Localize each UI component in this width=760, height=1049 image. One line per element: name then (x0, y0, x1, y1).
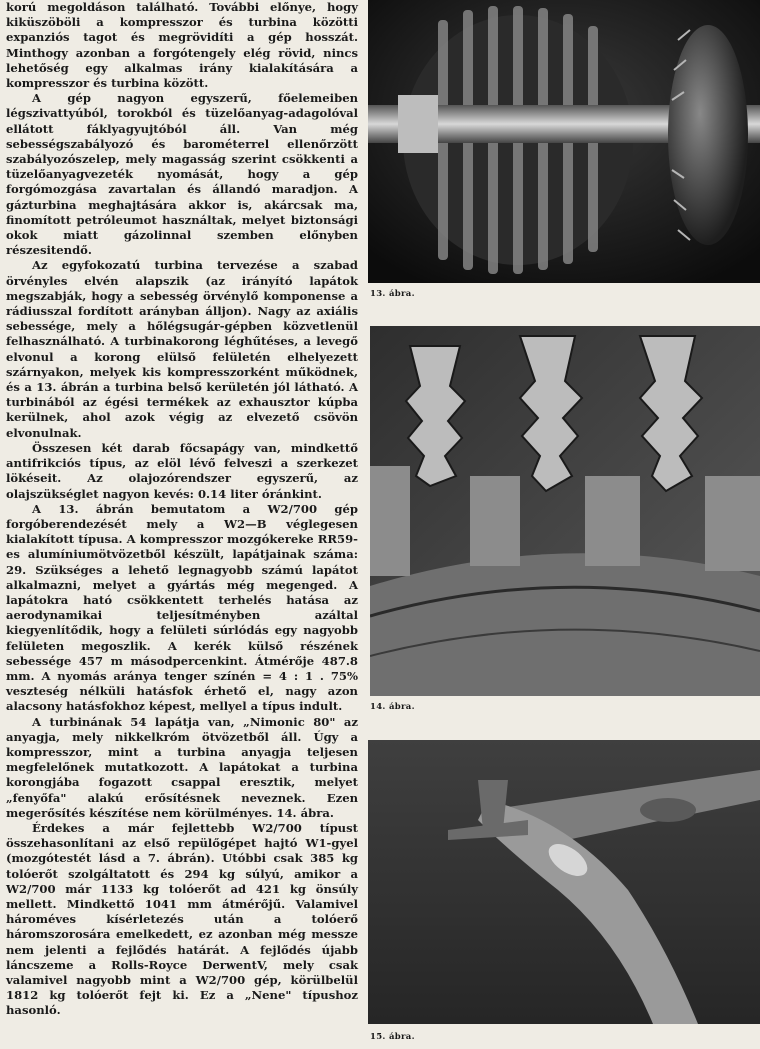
paragraph-1: korú megoldáson található. További előnye, hogy kiküszöböli a kompresszor és turbina közötti expanziós tagot és megrövidíti a gép hosszát. Minthogy azonban a forgótengely elég rövid, nincs lehetőség egy alkalmas irány kialakítására a kompresszor és turbina között. (6, 0, 358, 91)
figure-14-caption: 14. ábra. (370, 702, 415, 712)
figure-14-photo (370, 326, 760, 696)
aircraft-photo-icon (368, 740, 760, 1024)
fir-tree-blade-roots-photo-icon (370, 326, 760, 696)
paragraph-7: Érdekes a már fejlettebb W2/700 típust összehasonlítani az első repülőgépet hajtó W1-gyel (mozgótestét lásd a 7. ábrán). Utóbbi csak 385 kg tolóerőt szolgáltatott és 294 kg súlyú, amikor a W2/700 már 1133 kg tolóerőt ad 421 kg önsúly mellett. Mindkettő 1041 mm átmérőjű. Valamivel hároméves kísérletezés után a tolóerő háromszorosára emelkedett, ez azonban még messze nem jelenti a fejlődés határát. A fejlődés újabb láncszeme a Rolls-Royce DerwentV, mely csak valamivel nagyobb mint a W2/700 gép, körülbelül 1812 kg tolóerőt fejt ki. Ez a „Nene" típushoz hasonló. (6, 820, 358, 1018)
paragraph-2: A gép nagyon egyszerű, főelemeiben légszivattyúból, torokból és tüzelőanyag-adagolóval ellátott fáklyagyujtóból áll. Van még sebességszabályozó és barométerrel ellenőrzött szabályozószelep, mely magasság szerint csökkenti a tüzelőanyagvezeték nyomását, hogy a gép forgómozgása zavartalan és állandó maradjon. A gázturbina meghajtására akkor is, akárcsak ma, finomított petróleumot használtak, melyet biztonsági okok miatt gázolinnal szemben előnyben részesitendő. (6, 91, 358, 258)
article-text-column (6, 0, 358, 1019)
figure-13-caption: 13. ábra. (370, 289, 415, 299)
figure-15-photo (368, 740, 760, 1024)
paragraph-6: A turbinának 54 lapátja van, „Nimonic 80" az anyagja, mely nikkelkróm ötvözetből áll. Úgy a kompresszor, mint a turbina anyagja teljesen megfelelőnek mutatkozott. A lapátokat a turbina korongjába fogazott csappal eresztik, melyet „fenyőfa" alakú erősítésnek neveznek. Ezen megerősítés készítése nem körülményes. 14. ábra. (6, 714, 358, 820)
turbine-rotor-photo-icon (368, 0, 760, 283)
paragraph-5: A 13. ábrán bemutatom a W2/700 gép forgóberendezését mely a W2—B véglegesen kialakított típusa. A kompresszor mozgókereke RR59-es alumíniumötvözetből készült, lapátjainak száma: 29. Szükséges a lehető legnagyobb számú lapátot alkalmazni, melyet a gyártás még megenged. A lapátokra ható csökkentett terhelés hatása az aerodynamikai teljesítményben azáltal kiegyenlítődik, hogy a felületi súrlódás egy nagyobb felületen megoszlik. A kerék külső részének sebessége 457 m másodpercenkint. Átmérője 487.8 mm. A nyomás aránya tenger színén = 4 : 1 . 75% veszteség nélküli hatásfok érhető el, nagy azon alacsony hatásfokhoz képest, mellyel a típus indult. (6, 501, 358, 714)
paragraph-3: Az egyfokozatú turbina tervezése a szabad örvényles elvén alapszik (az irányító lapátok megszabják, hogy a sebesség örvénylő komponense a rádiusszal fordított arányban álljon). Nagy az axiális sebessége, mely a hőlégsugár-gépben közvetlenül felhasználható. A turbinakorong léghűtéses, a levegő elvonul a korong elülső felületén elhelyezett szárnyakon, melyek kis kompresszorként működnek, és a 13. ábrán a turbina belső kerületén jól látható. A turbinából az égési termékek az exhausztor kúpba kerülnek, ahol azok végig az elvezető csövön elvonulnak. (6, 258, 358, 440)
paragraph-4: Összesen két darab főcsapágy van, mindkettő antifrikciós típus, az elöl lévő felveszi a szerkezet lökéseit. Az olajozórendszer egyszerű, az olajszükséglet nagyon kevés: 0.14 liter óránkint. (6, 440, 358, 501)
figure-15-caption: 15. ábra. (370, 1032, 415, 1042)
figure-13-photo (368, 0, 760, 283)
